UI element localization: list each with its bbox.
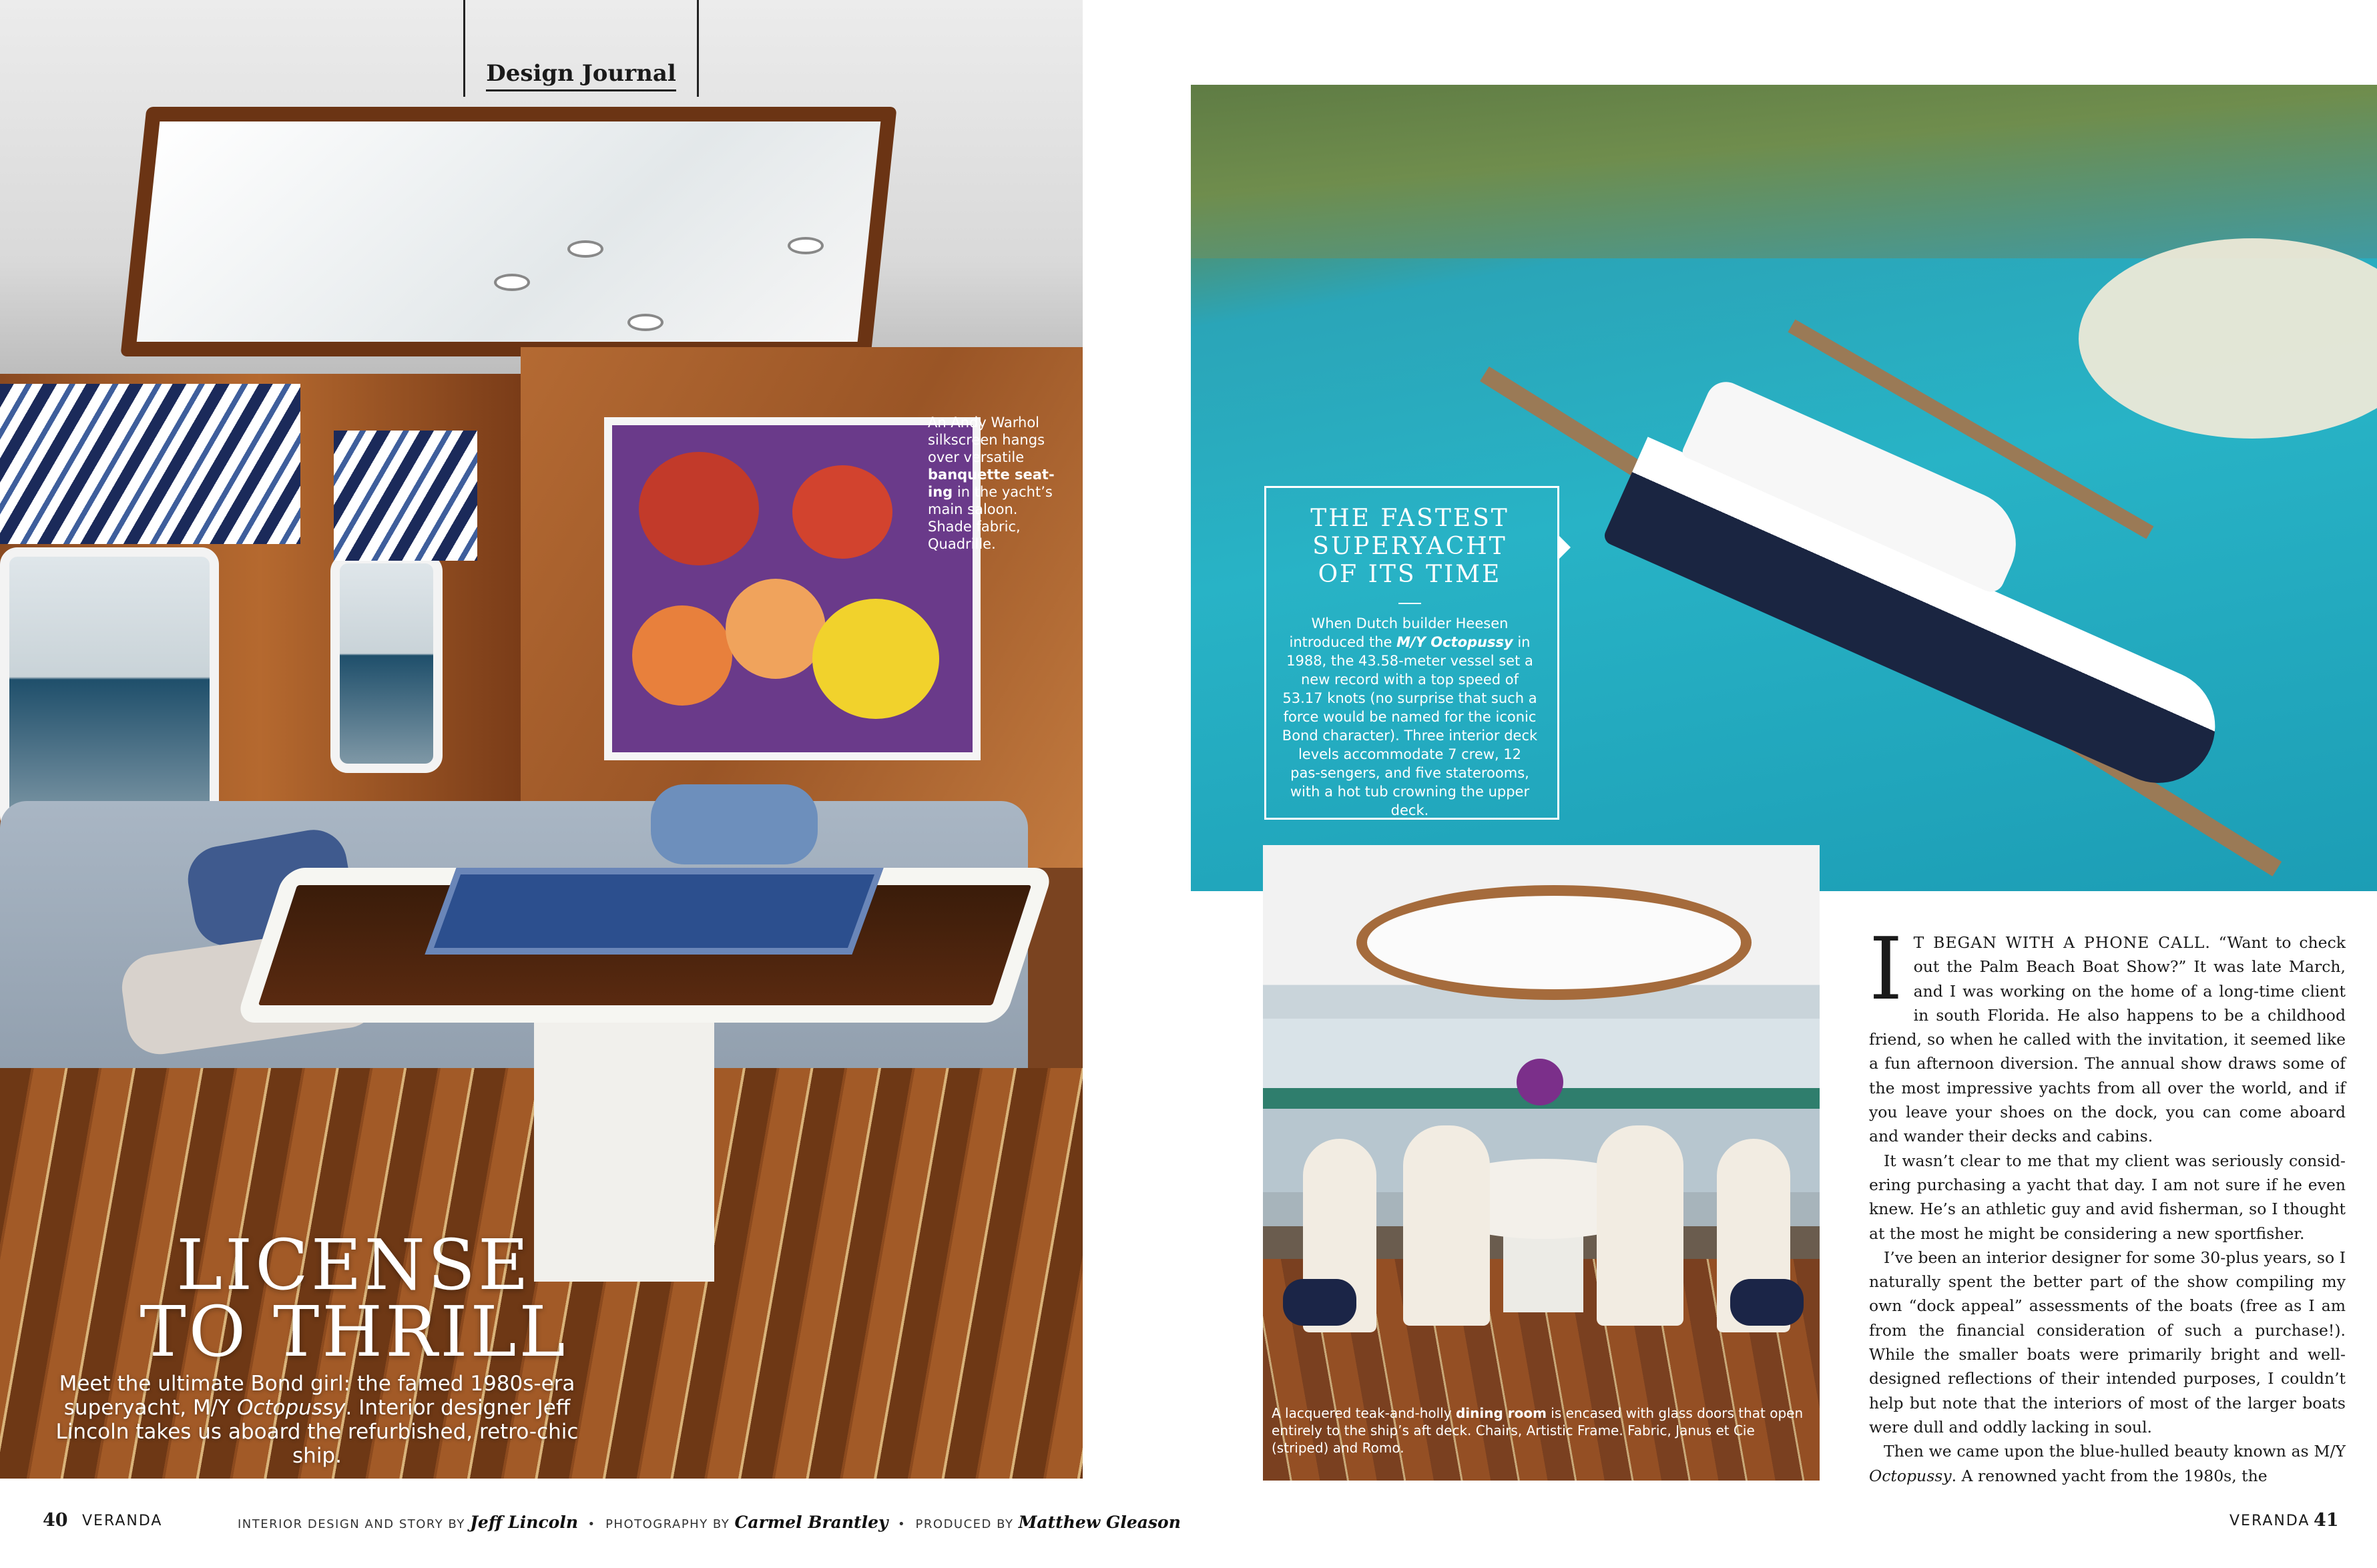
article-headline xyxy=(113,1224,594,1372)
flower-centerpiece xyxy=(1517,1059,1563,1105)
dining-chair xyxy=(1403,1125,1490,1326)
headline-line: TO THRILL xyxy=(140,1291,568,1372)
blue-pillow xyxy=(651,784,818,864)
sidebar-title-line: SUPERYACHT xyxy=(1312,533,1507,560)
photo-caption-warhol: An Andy Warhol silkscreen hangs over versatile banquette seat-ing in the yacht’s main saloon. Shade fabric, Quadrille. xyxy=(928,415,1055,552)
dining-chair xyxy=(1597,1125,1683,1326)
sandbar xyxy=(2079,238,2377,439)
article-dek: Meet the ultimate Bond girl: the famed 1980s-era superyacht, M/Y Octopussy. Interior designer Jeff Lincoln takes us aboard the refurbished, retro-chic ship. xyxy=(55,1372,579,1468)
sidebar-body: When Dutch builder Heesen introduced the M/Y Octopussy in 1988, the 43.58-meter vessel set a new record with a top speed of 53.17 knots (no surprise that such a force would be named for the iconic Bond character). Three interior deck levels accommodate 7 crew, 12 pas-sengers, and five staterooms, with a hot tub crowning the upper deck. xyxy=(1282,615,1538,818)
sidebar-rule xyxy=(1398,603,1421,604)
sidebar-title-line: OF ITS TIME xyxy=(1318,561,1502,588)
mangrove-island xyxy=(1191,85,2377,258)
masthead-rule xyxy=(697,0,699,97)
chair-seat xyxy=(1730,1279,1804,1326)
porthole-window xyxy=(0,547,219,833)
paragraph: It wasn’t clear to me that my client was seriously consid-ering purchasing a yacht that day. I am not sure if he even knew. He’s an athletic guy and avid fisherman, so I thought at the most he might be considering a new sportfisher. xyxy=(1869,1151,2346,1243)
ceiling-panel xyxy=(120,107,896,356)
backgammon-board xyxy=(425,868,883,955)
paragraph: I’ve been an interior designer for some 30-plus years, so I naturally spent the better part of the show compiling my own “dock appeal” assessments of the boats (free as I am from the financial consideration of such a purchase!). While the smaller boats were primarily bright and well-designed reflections of their intended purposes, I couldn’t help but note that the interiors of most of the larger boats were dull and oddly lacking in soul. xyxy=(1869,1248,2346,1436)
folio-brand-left: VERANDA xyxy=(82,1513,163,1529)
lead-in: T BEGAN WITH A PHONE CALL. xyxy=(1913,933,2211,952)
ceiling-ring xyxy=(1356,885,1752,1000)
chair-seat xyxy=(1283,1279,1356,1326)
sidebar-pointer xyxy=(1557,534,1571,561)
dining-room-photo xyxy=(1263,845,1820,1481)
photo-caption-dining: A lacquered teak-and-holly dining room is encased with glass doors that open entirely to the ship’s aft deck. Chairs, Artistic Frame. Fabric, Janus et Cie (striped) and Romo. xyxy=(1272,1405,1804,1456)
sidebar-title xyxy=(1264,505,1555,589)
page-number-left: 40 xyxy=(43,1510,68,1531)
zebra-roman-shade xyxy=(0,384,300,544)
ceiling-spotlight xyxy=(627,314,664,331)
paragraph: I T BEGAN WITH A PHONE CALL. “Want to check out the Palm Beach Boat Show?” It was late March, and I was working on the home of a long-time client in south Florida. He also happens to be a childhood friend, so when he called with the invitation, it seemed like a fun afternoon diversion. The annual show draws some of the most impressive yachts from all over the world, and if you leave your shoes on the dock, you can come aboard and wander their decks and cabins. xyxy=(1869,920,2346,1146)
zebra-roman-shade xyxy=(334,431,477,561)
article-body xyxy=(1869,920,2346,1488)
credits-line: INTERIOR DESIGN AND STORY BY Jeff Lincoln • PHOTOGRAPHY BY Carmel Brantley • PRODUCED BY Matthew Gleason xyxy=(238,1513,1181,1532)
ceiling-spotlight xyxy=(494,274,530,291)
warhol-flowers-painting xyxy=(604,417,981,760)
page-number-right: 41 xyxy=(2314,1510,2339,1531)
sidebar-title-line: THE FASTEST xyxy=(1310,505,1509,532)
ceiling-spotlight xyxy=(567,240,603,258)
drop-cap: I xyxy=(1869,920,1903,1019)
paragraph: Then we came upon the blue-hulled beauty known as M/Y Octopussy. A renowned yacht from the 1980s, the xyxy=(1869,1442,2346,1485)
section-label: Design Journal xyxy=(465,60,697,87)
ceiling-spotlight xyxy=(788,237,824,254)
folio-brand-right: VERANDA xyxy=(2229,1513,2310,1529)
headline-line: LICENSE xyxy=(176,1224,531,1306)
porthole-window xyxy=(330,554,443,773)
